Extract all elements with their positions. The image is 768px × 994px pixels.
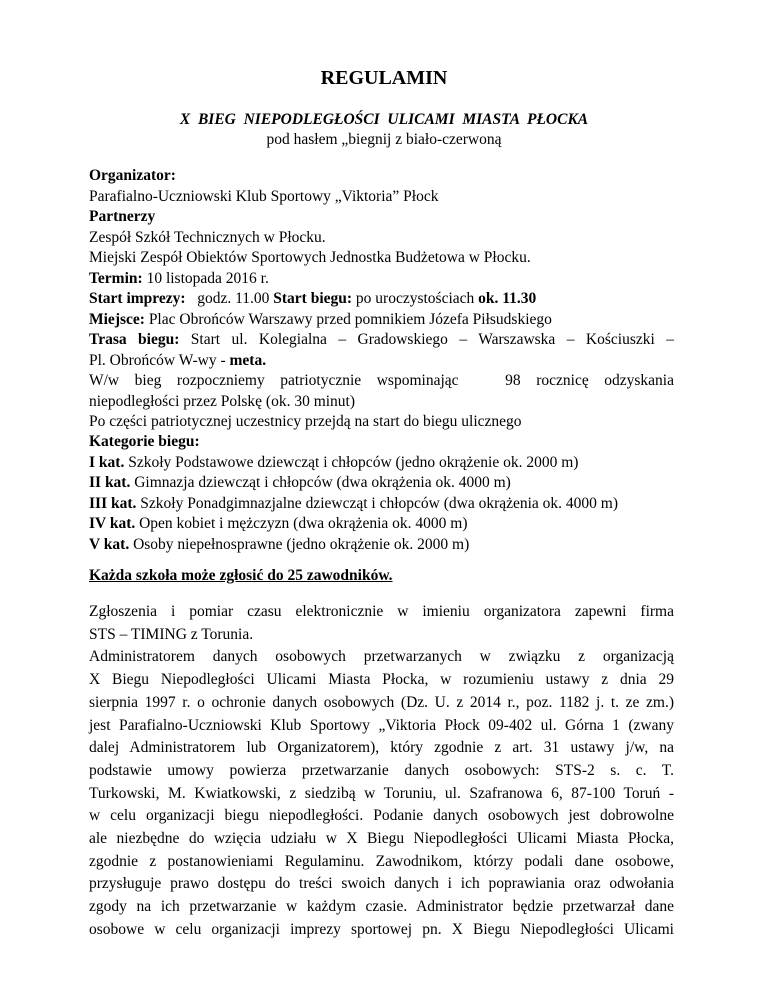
ceremony-line: niepodległości przez Polskę (ok. 30 minut) [89, 392, 356, 410]
date-label: Termin: [89, 269, 143, 287]
paragraph-line: Turkowski, M. Kwiatkowski, z siedzibą w Toruniu, ul. Szafranowa 6, 87-100 Toruń - [89, 784, 674, 802]
category-text: Szkoły Ponadgimnazjalne dziewcząt i chłopców (dwa okrążenia ok. 4000 m) [136, 494, 619, 512]
category-item [89, 473, 674, 494]
category-item [89, 514, 674, 535]
paragraph-line: Zgłoszenia i pomiar czasu elektronicznie w imieniu organizatora zapewni firma [89, 603, 674, 620]
place-line [89, 310, 674, 331]
paragraph-line: zgodnie z postanowieniami Regulaminu. Zawodnikom, którzy podali dane osobowe, [89, 852, 674, 870]
start-event-value: godz. 11.00 [185, 290, 274, 307]
start-line [89, 289, 674, 310]
category-label: I kat. [89, 453, 125, 471]
category-item [89, 453, 674, 474]
organizer-value: Parafialno-Uczniowski Klub Sportowy „Viktoria” Płock [89, 187, 439, 205]
limit-notice: Każda szkoła może zgłosić do 25 zawodników. [89, 567, 393, 584]
paragraph-line: przysługuje prawo dostępu do treści swoich danych i ich poprawiania oraz odwołania [89, 875, 674, 893]
start-run-value: po uroczystościach [352, 290, 479, 307]
route-value: Start ul. Kolegialna – Gradowskiego – Warszawska – Kościuszki – [179, 331, 674, 348]
paragraph-line: jest Parafialno-Uczniowski Klub Sportowy „Viktoria Płock 09-402 ul. Górna 1 (zwany [89, 716, 674, 734]
paragraph-line: sierpnia 1997 r. o ochronie danych osobowych (Dz. U. z 2014 r., poz. 1182 j. t. ze zm.) [89, 693, 674, 711]
paragraph-line: STS – TIMING z Torunia. [89, 625, 254, 643]
paragraph-line: dalej Administratorem lub Organizatorem), który zgodnie z art. 31 ustawy j/w, na [89, 739, 674, 757]
place-label: Miejsce: [89, 310, 145, 328]
organizer-label: Organizator: [89, 167, 176, 184]
route-line-2 [89, 351, 674, 372]
categories-heading: Kategorie biegu: [89, 433, 200, 450]
ceremony-line: Po części patriotycznej uczestnicy przejdą na start do biegu ulicznego [89, 413, 522, 430]
partner-item: Miejski Zespół Obiektów Sportowych Jednostka Budżetowa w Płocku. [89, 249, 531, 266]
paragraph-line: ale niezbędne do wzięcia udziału w X Biegu Niepodległości Ulicami Miasta Płocka, [89, 830, 674, 848]
event-slogan: pod hasłem „biegnij z biało-czerwoną [266, 131, 502, 148]
info-section [89, 166, 674, 433]
route-line [89, 330, 674, 351]
event-name: X BIEG NIEPODLEGŁOŚCI ULICAMI MIASTA PŁOCKA [179, 111, 589, 128]
date-line [89, 269, 674, 290]
partner-item: Zespół Szkół Technicznych w Płocku. [89, 228, 326, 246]
category-item [89, 494, 674, 515]
paragraph-line: osobowe w celu organizacji imprezy sportowej pn. X Biegu Niepodległości Ulicami [89, 920, 674, 938]
place-value: Plac Obrońców Warszawy przed pomnikiem Józefa Piłsudskiego [144, 310, 552, 328]
route-label: Trasa biegu: [89, 331, 180, 348]
category-label: IV kat. [89, 515, 136, 532]
paragraph-line: Administratorem danych osobowych przetwarzanych w związku z organizacją [89, 648, 674, 666]
limit-section [89, 566, 674, 587]
category-label: V kat. [89, 535, 130, 553]
category-text: Szkoły Podstawowe dziewcząt i chłopców (jedno okrążenie ok. 2000 m) [124, 453, 579, 471]
start-run-label: Start biegu: [273, 290, 353, 307]
category-label: II kat. [89, 474, 131, 491]
start-run-time: ok. 11.30 [478, 290, 537, 307]
category-text: Open kobiet i mężczyzn (dwa okrążenia ok. 4000 m) [135, 515, 468, 532]
date-value: 10 listopada 2016 r. [142, 269, 269, 287]
route-finish: meta. [229, 351, 267, 369]
paragraph-line: zgody na ich przetwarzanie w każdym czasie. Administrator będzie przetwarzał dane [89, 898, 674, 916]
route-value-2: Pl. Obrońców W-wy - [89, 351, 230, 369]
category-text: Osoby niepełnosprawne (jedno okrążenie ok. 2000 m) [129, 535, 470, 553]
category-label: III kat. [89, 494, 137, 512]
paragraph-line: w celu organizacji biegu niepodległości. Podanie danych osobowych jest dobrowolne [89, 807, 674, 825]
partners-label: Partnerzy [89, 208, 156, 225]
categories-section [89, 432, 674, 555]
paragraph-line: podstawie umowy powierza przetwarzanie danych osobowych: STS-2 s. c. T. [89, 761, 674, 779]
category-item [89, 535, 674, 556]
paragraph-line: X Biegu Niepodległości Ulicami Miasta Płocka, w rozumieniu ustawy z dnia 29 [89, 671, 674, 689]
document-title: REGULAMIN [320, 67, 448, 89]
start-event-label: Start imprezy: [89, 290, 186, 307]
data-protection-paragraph [89, 601, 674, 942]
category-text: Gimnazja dziewcząt i chłopców (dwa okrążenia ok. 4000 m) [130, 474, 511, 491]
ceremony-line: W/w bieg rozpoczniemy patriotycznie wspominając 98 rocznicę odzyskania [89, 372, 674, 389]
